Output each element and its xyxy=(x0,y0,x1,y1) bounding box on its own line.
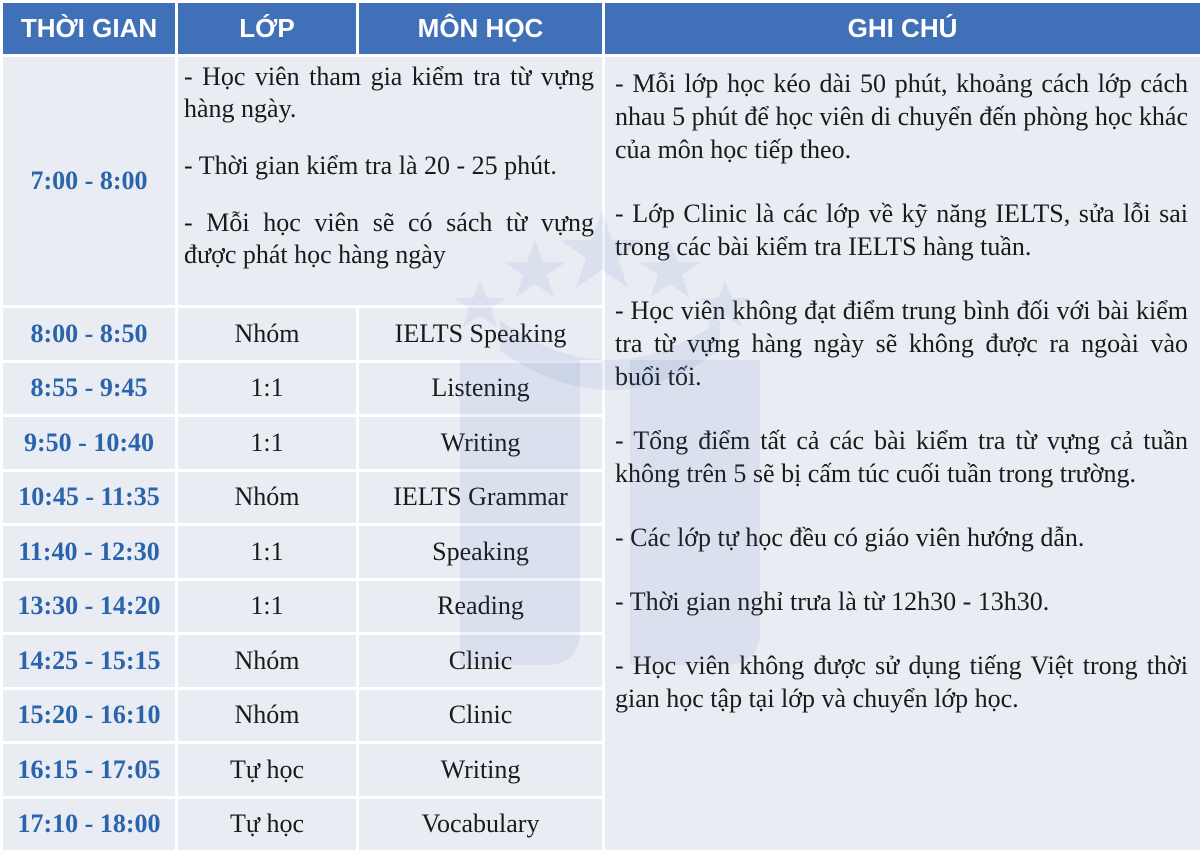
vocab-note: - Thời gian kiểm tra là 20 - 25 phút. xyxy=(184,151,557,180)
subject-cell: Listening xyxy=(359,363,602,415)
class-cell: Nhóm xyxy=(178,690,356,742)
header-time: THỜI GIAN xyxy=(3,3,175,54)
general-notes xyxy=(605,57,1200,850)
note-item: - Tổng điểm tất cả các bài kiểm tra từ vựng cả tuần không trên 5 sẽ bị cấm túc cuối tuần trong trường. xyxy=(615,426,1188,488)
vocab-note: - Mỗi học viên sẽ có sách từ vựng được phát học hàng ngày xyxy=(184,208,594,269)
vocab-test-notes xyxy=(178,57,602,305)
header-subject: MÔN HỌC xyxy=(359,3,602,54)
header-class: LỚP xyxy=(178,3,356,54)
subject-cell: Vocabulary xyxy=(359,799,602,851)
note-item: - Thời gian nghỉ trưa là từ 12h30 - 13h30. xyxy=(615,587,1050,616)
time-cell: 17:10 - 18:00 xyxy=(3,799,175,851)
vocab-note: - Học viên tham gia kiểm tra từ vựng hàng ngày. xyxy=(184,62,594,123)
header-row xyxy=(3,3,1200,54)
class-cell: Tự học xyxy=(178,799,356,851)
note-item: - Học viên không được sử dụng tiếng Việt trong thời gian học tập tại lớp và chuyển lớp học. xyxy=(615,651,1188,713)
subject-cell: Writing xyxy=(359,417,602,469)
class-cell: Nhóm xyxy=(178,635,356,687)
subject-cell: Writing xyxy=(359,744,602,796)
class-cell: 1:1 xyxy=(178,526,356,578)
note-item: - Mỗi lớp học kéo dài 50 phút, khoảng cách lớp cách nhau 5 phút để học viên di chuyển đến phòng học khác của môn học tiếp theo. xyxy=(615,69,1188,164)
table-row xyxy=(3,57,1200,305)
time-cell: 14:25 - 15:15 xyxy=(3,635,175,687)
class-cell: Nhóm xyxy=(178,472,356,524)
time-cell: 7:00 - 8:00 xyxy=(3,57,175,305)
time-cell: 9:50 - 10:40 xyxy=(3,417,175,469)
note-item: - Học viên không đạt điểm trung bình đối với bài kiểm tra từ vựng hàng ngày sẽ không được ra ngoài vào buổi tối. xyxy=(615,296,1188,391)
time-cell: 15:20 - 16:10 xyxy=(3,690,175,742)
time-cell: 8:00 - 8:50 xyxy=(3,308,175,360)
time-cell: 13:30 - 14:20 xyxy=(3,581,175,633)
class-cell: Nhóm xyxy=(178,308,356,360)
subject-cell: IELTS Speaking xyxy=(359,308,602,360)
class-cell: 1:1 xyxy=(178,363,356,415)
time-cell: 8:55 - 9:45 xyxy=(3,363,175,415)
class-cell: Tự học xyxy=(178,744,356,796)
time-cell: 10:45 - 11:35 xyxy=(3,472,175,524)
class-cell: 1:1 xyxy=(178,417,356,469)
note-item: - Lớp Clinic là các lớp về kỹ năng IELTS, sửa lỗi sai trong các bài kiểm tra IELTS hàng tuần. xyxy=(615,199,1188,261)
header-notes: GHI CHÚ xyxy=(605,3,1200,54)
note-item: - Các lớp tự học đều có giáo viên hướng dẫn. xyxy=(615,523,1085,552)
subject-cell: Speaking xyxy=(359,526,602,578)
subject-cell: Clinic xyxy=(359,690,602,742)
subject-cell: Reading xyxy=(359,581,602,633)
class-cell: 1:1 xyxy=(178,581,356,633)
time-cell: 16:15 - 17:05 xyxy=(3,744,175,796)
subject-cell: Clinic xyxy=(359,635,602,687)
time-cell: 11:40 - 12:30 xyxy=(3,526,175,578)
subject-cell: IELTS Grammar xyxy=(359,472,602,524)
